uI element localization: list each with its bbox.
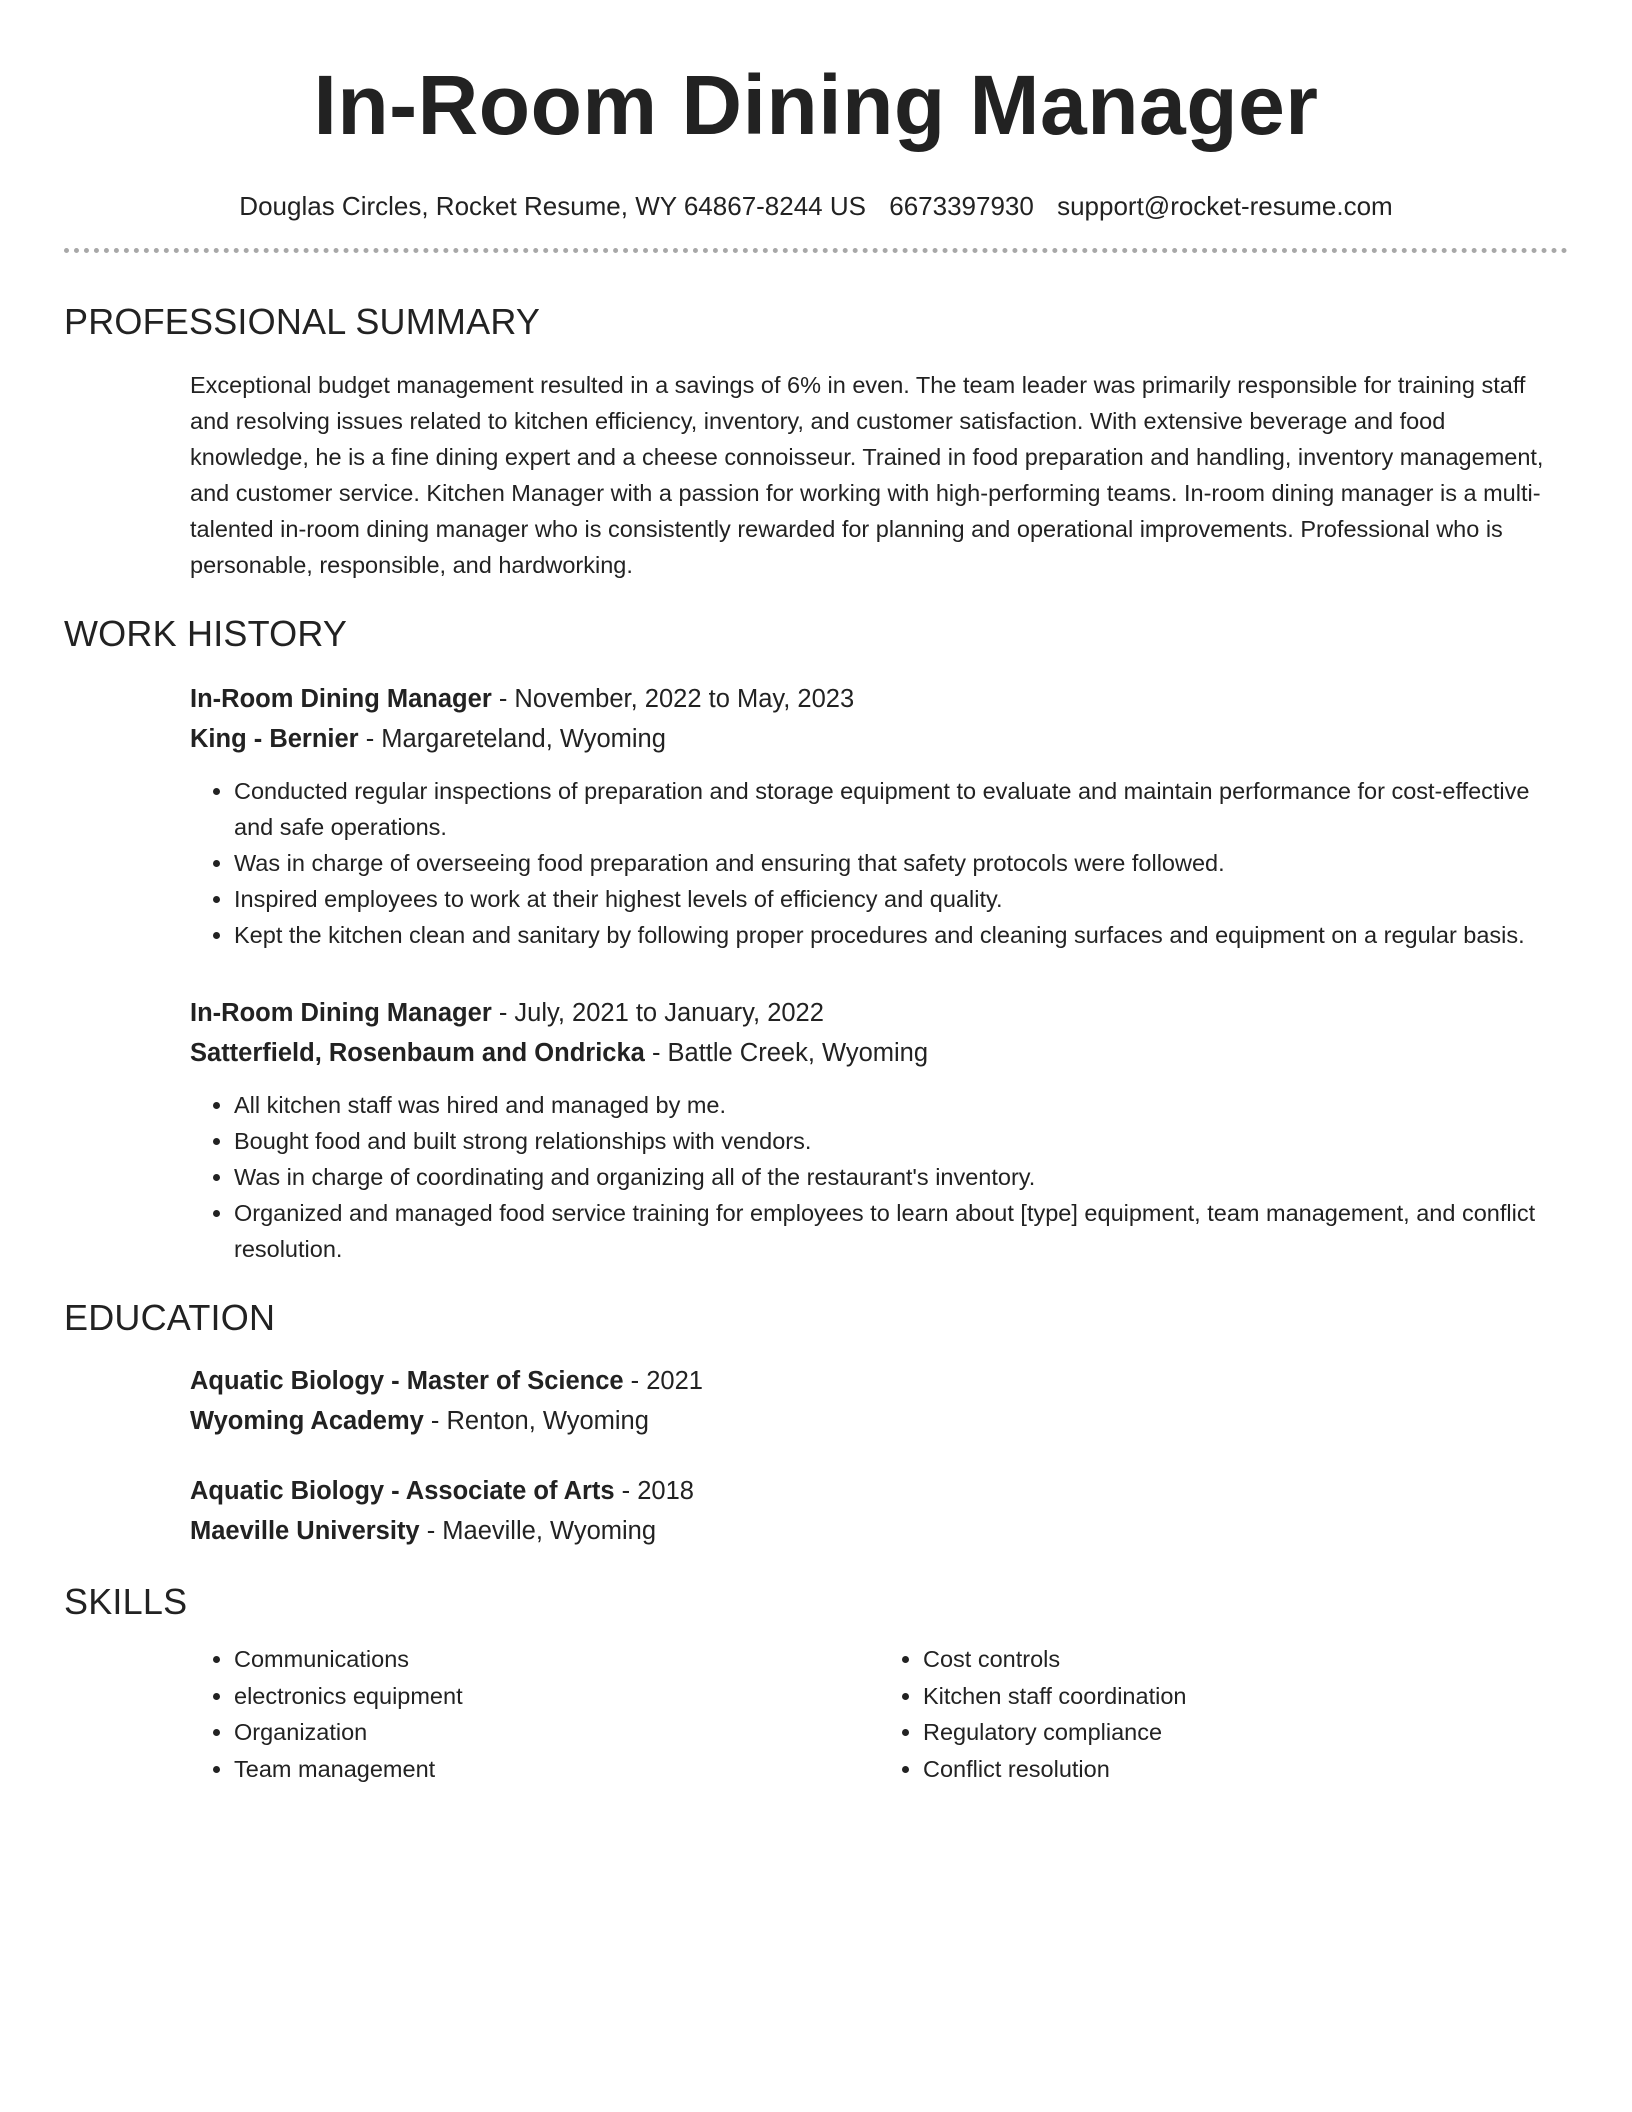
skill-item: • electronics equipment bbox=[234, 1678, 879, 1715]
degree-year: - 2021 bbox=[623, 1367, 703, 1395]
job-title-line bbox=[190, 679, 1568, 719]
summary-section bbox=[64, 301, 1568, 583]
job-entry bbox=[190, 679, 1568, 953]
school-location: - Maeville, Wyoming bbox=[419, 1517, 657, 1545]
school-line bbox=[190, 1401, 1568, 1441]
job-company: King - Bernier bbox=[190, 725, 359, 753]
contact-email: support@rocket-resume.com bbox=[1057, 191, 1393, 221]
header-divider bbox=[64, 248, 1568, 253]
job-dates: - November, 2022 to May, 2023 bbox=[491, 685, 855, 713]
education-heading: EDUCATION bbox=[64, 1297, 276, 1338]
skills-column-right bbox=[879, 1641, 1568, 1787]
job-entry bbox=[190, 993, 1568, 1267]
job-role: In-Room Dining Manager bbox=[190, 999, 492, 1027]
skill-item: • Regulatory compliance bbox=[923, 1714, 1568, 1751]
job-company-line bbox=[190, 719, 1568, 759]
skill-item: • Kitchen staff coordination bbox=[923, 1678, 1568, 1715]
list-item: • Conducted regular inspections of preparation and storage equipment to evaluate and maintain performance for cost-effective and safe operations. bbox=[234, 773, 1568, 845]
job-location: - Margareteland, Wyoming bbox=[358, 725, 666, 753]
degree-year: - 2018 bbox=[614, 1477, 694, 1505]
list-item: • Organized and managed food service training for employees to learn about [type] equipment, team management, and conflict resolution. bbox=[234, 1195, 1568, 1267]
list-item: • Inspired employees to work at their highest levels of efficiency and quality. bbox=[234, 881, 1568, 917]
list-item: • All kitchen staff was hired and managed by me. bbox=[234, 1087, 1568, 1123]
school-location: - Renton, Wyoming bbox=[423, 1407, 649, 1435]
degree-name: Aquatic Biology - Master of Science bbox=[190, 1367, 624, 1395]
skill-item: • Cost controls bbox=[923, 1641, 1568, 1678]
degree-line bbox=[190, 1471, 1568, 1511]
skills-grid bbox=[190, 1641, 1568, 1787]
skill-item: • Team management bbox=[234, 1751, 879, 1788]
job-location: - Battle Creek, Wyoming bbox=[644, 1039, 929, 1067]
list-item: • Was in charge of coordinating and organizing all of the restaurant's inventory. bbox=[234, 1159, 1568, 1195]
education-entry bbox=[190, 1361, 1568, 1441]
degree-line bbox=[190, 1361, 1568, 1401]
job-role: In-Room Dining Manager bbox=[190, 685, 492, 713]
education-entry bbox=[190, 1471, 1568, 1551]
skills-section bbox=[64, 1581, 1568, 1787]
contact-address: Douglas Circles, Rocket Resume, WY 64867-8244 US bbox=[239, 191, 866, 221]
skill-item: • Organization bbox=[234, 1714, 879, 1751]
job-company-line bbox=[190, 1033, 1568, 1073]
list-item: • Bought food and built strong relationships with vendors. bbox=[234, 1123, 1568, 1159]
skills-heading: SKILLS bbox=[64, 1581, 188, 1622]
list-item: • Kept the kitchen clean and sanitary by following proper procedures and cleaning surfaces and equipment on a regular basis. bbox=[234, 917, 1568, 953]
contact-line bbox=[64, 190, 1568, 222]
work-history-heading: WORK HISTORY bbox=[64, 613, 348, 654]
list-item: • Was in charge of overseeing food preparation and ensuring that safety protocols were followed. bbox=[234, 845, 1568, 881]
skills-column-left bbox=[190, 1641, 879, 1787]
summary-text: Exceptional budget management resulted in a savings of 6% in even. The team leader was primarily responsible for training staff and resolving issues related to kitchen efficiency, inventory, and customer satisfaction. With extensive beverage and food knowledge, he is a fine dining expert and a cheese connoisseur. Trained in food preparation and handling, inventory management, and customer service. Kitchen Manager with a passion for working with high-performing teams. In-room dining manager is a multi-talented in-room dining manager who is consistently rewarded for planning and operational improvements. Professional who is personable, responsible, and hardworking. bbox=[190, 372, 1544, 578]
job-dates: - July, 2021 to January, 2022 bbox=[491, 999, 824, 1027]
education-section bbox=[64, 1297, 1568, 1551]
skill-item: • Communications bbox=[234, 1641, 879, 1678]
candidate-name: In-Room Dining Manager bbox=[313, 58, 1319, 152]
job-company: Satterfield, Rosenbaum and Ondricka bbox=[190, 1039, 645, 1067]
work-history-section bbox=[64, 613, 1568, 1267]
summary-heading: PROFESSIONAL SUMMARY bbox=[64, 301, 541, 342]
degree-name: Aquatic Biology - Associate of Arts bbox=[190, 1477, 615, 1505]
school-name: Wyoming Academy bbox=[190, 1407, 424, 1435]
job-bullets bbox=[190, 1087, 1568, 1267]
school-line bbox=[190, 1511, 1568, 1551]
job-title-line bbox=[190, 993, 1568, 1033]
skill-item: • Conflict resolution bbox=[923, 1751, 1568, 1788]
contact-phone: 6673397930 bbox=[889, 191, 1034, 221]
job-bullets bbox=[190, 773, 1568, 953]
school-name: Maeville University bbox=[190, 1517, 420, 1545]
